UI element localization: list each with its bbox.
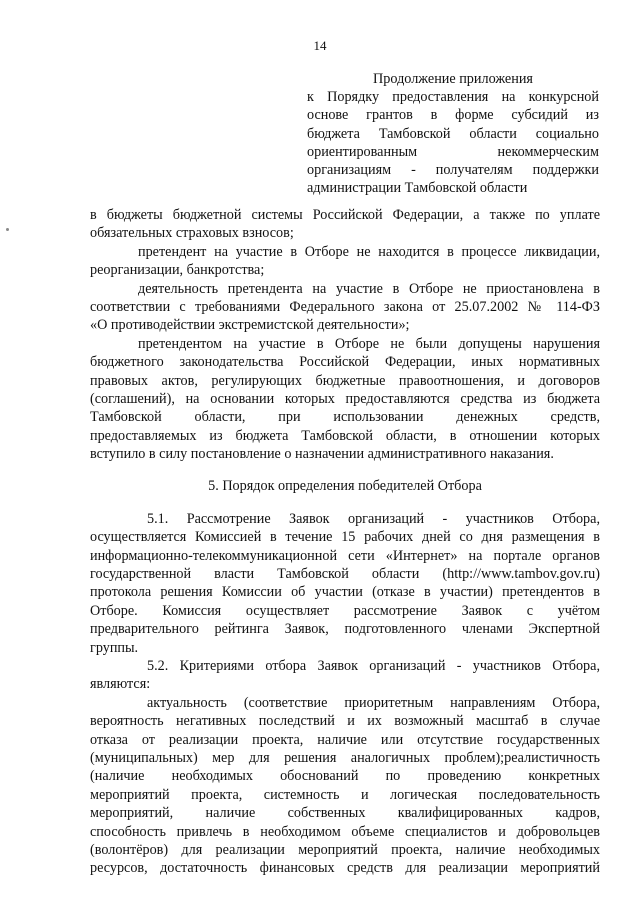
text-line: предварительного рейтинга Заявок, подготовленного членами Экспертной <box>90 621 600 638</box>
appendix-line: организациям - получателям поддержки <box>307 162 599 179</box>
text-line: информационно-телекоммуникационной сети «Интернет» на портале органов <box>90 547 600 564</box>
appendix-line: к Порядку предоставления на конкурсной <box>307 89 599 106</box>
text-line: осуществляется Комиссией в течение 15 рабочих дней со дня размещения в <box>90 529 600 546</box>
text-line: мероприятий проекта, системность и логическая последовательность <box>90 786 600 803</box>
appendix-line: основе грантов в форме субсидий из <box>307 107 599 124</box>
text-line: предоставляемых из бюджета Тамбовской области, в отношении которых <box>90 427 600 444</box>
text-line: обязательных страховых взносов; <box>90 225 294 242</box>
text-line: Отборе. Комиссия осуществляет рассмотрение Заявок с учётом <box>90 602 600 619</box>
text-line: (соглашений), на основании которых предоставляются средства из бюджета <box>90 390 600 407</box>
text-line: в бюджеты бюджетной системы Российской Федерации, а также по уплате <box>90 207 600 223</box>
text-line: мероприятий, наличие собственных квалифицированных кадров, <box>90 805 600 822</box>
text-line: Тамбовской области, при использовании денежных средств, <box>90 409 600 426</box>
margin-mark <box>6 228 9 231</box>
text-line: способность привлечь в необходимом объеме специалистов и добровольцев <box>90 823 600 840</box>
text-line: претендентом на участие в Отборе не были допущены нарушения <box>138 335 600 352</box>
text-line: вступило в силу постановление о назначении административного наказания. <box>90 446 554 463</box>
text-line: (волонтёров) для реализации мероприятий проекта, наличие необходимых <box>90 841 600 858</box>
page-number: 14 <box>313 38 327 53</box>
text-line: соответствии с требованиями Федерального закона от 25.07.2002 № 114-ФЗ <box>90 298 600 315</box>
text-line: вероятность негативных последствий и их возможный масштаб в случае <box>90 713 600 730</box>
document-body <box>90 206 600 878</box>
text-line: являются: <box>90 676 151 693</box>
section-title: 5. Порядок определения победителей Отбора <box>208 478 482 495</box>
appendix-line: бюджета Тамбовской области социально <box>307 125 599 142</box>
appendix-line: ориентированным некоммерческим <box>307 143 599 160</box>
appendix-line: администрации Тамбовской области <box>307 180 528 197</box>
text-line: бюджетного законодательства Российской Федерации, иных нормативных <box>90 354 600 371</box>
text-line: 5.1. Рассмотрение Заявок организаций - участников Отбора, <box>147 510 600 527</box>
text-line: государственной власти Тамбовской области (http://www.tambov.gov.ru) <box>90 566 600 583</box>
text-line: (наличие необходимых обоснований по проведению конкретных <box>90 768 600 785</box>
text-line: (муниципальных) мер для решения аналогичных проблем);реалистичность <box>90 749 600 766</box>
appendix-header <box>307 70 599 197</box>
text-line: реорганизации, банкротства; <box>90 262 265 279</box>
text-line: группы. <box>90 639 139 656</box>
text-line: «О противодействии экстремистской деятельности»; <box>90 317 410 334</box>
text-line: 5.2. Критериями отбора Заявок организаций - участников Отбора, <box>147 657 600 674</box>
text-line: ресурсов, достаточность финансовых средств для реализации мероприятий <box>90 860 600 877</box>
text-line: актуальность (соответствие приоритетным направлениям Отбора, <box>147 694 600 711</box>
text-line: деятельность претендента на участие в Отборе не приостановлена в <box>138 280 600 297</box>
text-line: отказа от реализации проекта, наличие или отсутствие государственных <box>90 731 600 748</box>
appendix-heading: Продолжение приложения <box>373 71 533 87</box>
text-line: претендент на участие в Отборе не находится в процессе ликвидации, <box>138 243 600 260</box>
text-line: протокола решения Комиссии об участии (отказе в участии) претендентов в <box>90 584 600 601</box>
text-line: правовых актов, регулирующих бюджетные правоотношения, и договоров <box>90 372 600 389</box>
